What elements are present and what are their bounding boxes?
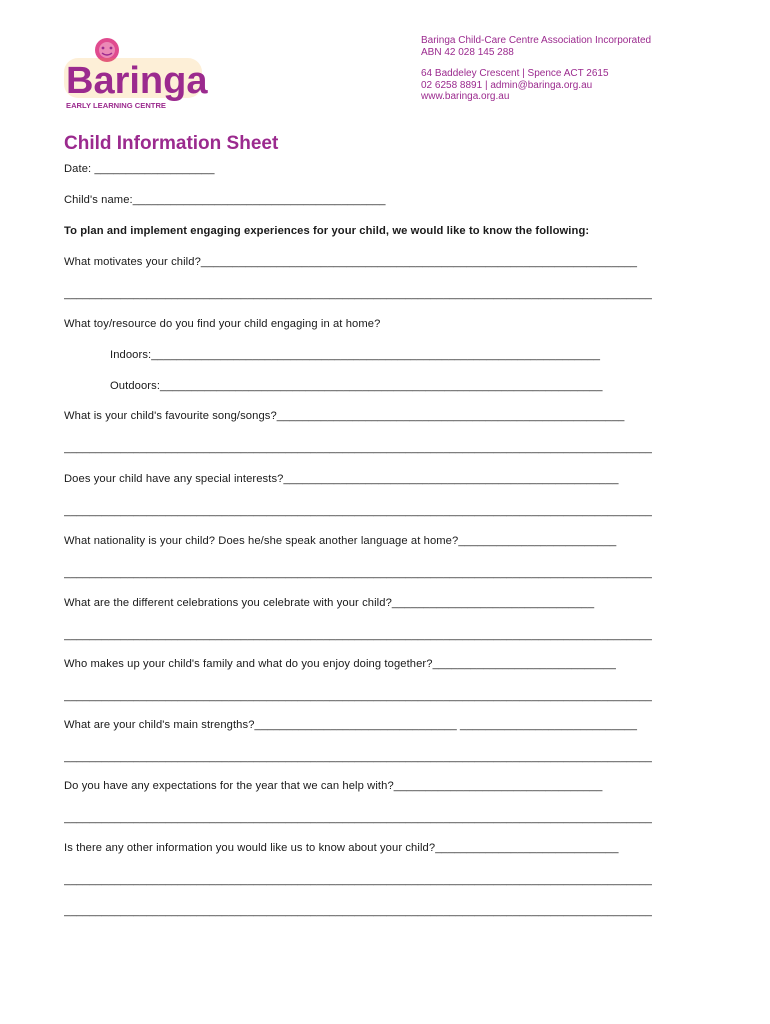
answer-line[interactable]: _____________________________________________________________________________________________ — [64, 874, 652, 886]
org-address: 64 Baddeley Crescent | Spence ACT 2615 — [421, 68, 609, 80]
answer-line[interactable]: _____________________________________________________________________________________________ — [64, 905, 652, 917]
organisation-details — [421, 35, 651, 103]
answer-line[interactable]: _____________________________________________________________________________________________ — [64, 567, 652, 579]
question-nationality[interactable]: What nationality is your child? Does he/she speak another language at home?_________________________ — [64, 535, 617, 547]
logo-wordmark: Baringa — [66, 60, 208, 102]
baringa-logo — [62, 36, 210, 114]
org-name: Baringa Child-Care Centre Association Incorporated — [421, 35, 652, 46]
question-special-interests[interactable]: Does your child have any special interests?_____________________________________________________ — [64, 473, 619, 485]
org-contact: 02 6258 8891 | admin@baringa.org.au — [421, 79, 593, 91]
answer-line[interactable]: _____________________________________________________________________________________________ — [64, 690, 652, 702]
question-celebrations[interactable]: What are the different celebrations you celebrate with your child?________________________________ — [64, 597, 595, 609]
org-abn: ABN 42 028 145 288 — [421, 46, 514, 58]
question-favourite-song[interactable]: What is your child's favourite song/songs?_______________________________________________________ — [64, 410, 625, 422]
page-title: Child Information Sheet — [64, 133, 279, 154]
answer-line[interactable]: _____________________________________________________________________________________________ — [64, 629, 652, 641]
answer-line[interactable]: _____________________________________________________________________________________________ — [64, 812, 652, 824]
date-field[interactable]: Date: ___________________ — [64, 163, 215, 175]
indoors-field[interactable]: Indoors:_______________________________________________________________________ — [110, 349, 601, 361]
answer-line[interactable]: _____________________________________________________________________________________________ — [64, 505, 652, 517]
child-name-field[interactable]: Child's name:________________________________________ — [64, 194, 386, 206]
logo-tagline: EARLY LEARNING CENTRE — [66, 101, 166, 110]
question-motivates[interactable]: What motivates your child?_____________________________________________________________________ — [64, 256, 638, 268]
answer-line[interactable]: _____________________________________________________________________________________________ — [64, 751, 652, 763]
org-website[interactable]: www.baringa.org.au — [421, 91, 510, 103]
question-expectations[interactable]: Do you have any expectations for the year that we can help with?_________________________________ — [64, 780, 603, 792]
answer-line[interactable]: _____________________________________________________________________________________________ — [64, 442, 652, 454]
question-strengths[interactable]: What are your child's main strengths?________________________________ ____________________________ — [64, 719, 638, 731]
baringa-logo-graphic — [62, 36, 210, 114]
question-family[interactable]: Who makes up your child's family and what do you enjoy doing together?_____________________________ — [64, 658, 616, 670]
intro-text: To plan and implement engaging experiences for your child, we would like to know the following: — [64, 225, 590, 237]
outdoors-field[interactable]: Outdoors:______________________________________________________________________ — [110, 380, 603, 392]
question-toy-resource: What toy/resource do you find your child engaging in at home? — [64, 318, 381, 330]
answer-line[interactable]: _____________________________________________________________________________________________ — [64, 288, 652, 300]
question-other-information[interactable]: Is there any other information you would like us to know about your child?_____________________________ — [64, 842, 619, 854]
